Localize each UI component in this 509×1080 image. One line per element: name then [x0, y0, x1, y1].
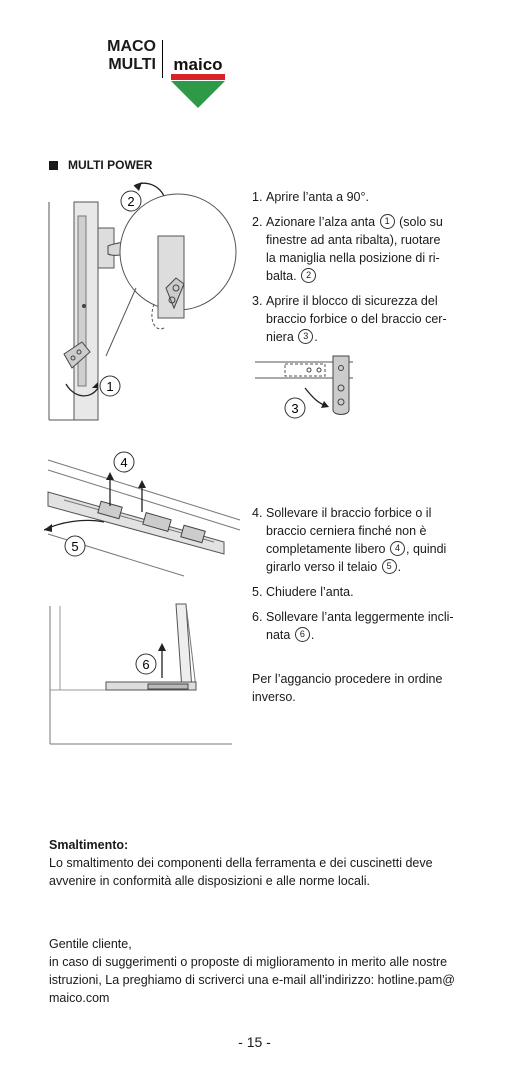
customer-section — [49, 935, 469, 1007]
figure-label-4: 4 — [120, 455, 128, 470]
disposal-section — [49, 836, 469, 890]
figure-handle-lift — [46, 176, 246, 421]
customer-text: in caso di suggerimenti o proposte di miglioramento in merito alle nostre istruzioni, La preghiamo di scriverci una e-mail all’indirizzo: hotline.pam@ maico.com — [49, 955, 455, 1005]
figure-scissor-arm — [44, 450, 244, 580]
brand-line-1: MACO — [107, 38, 156, 55]
step-6: 6. Sollevare l’anta leggermente incli-nata 6 . — [252, 610, 454, 642]
disposal-title: Smaltimento: — [49, 838, 129, 852]
ref-circle-6: 6 — [295, 627, 310, 642]
steps-list-a — [252, 188, 452, 353]
brand-separator — [162, 40, 163, 78]
ref-circle-3: 3 — [298, 329, 313, 344]
ref-circle-5: 5 — [382, 559, 397, 574]
step-4: 4. Sollevare il braccio forbice o il braccio cerniera finché non è completamente libero 4 , quindi girarlo verso il telaio 5 . — [252, 506, 447, 574]
figure-label-3: 3 — [291, 401, 299, 416]
customer-greeting: Gentile cliente, — [49, 937, 132, 951]
logo-text: maico — [173, 55, 223, 74]
section-title: MULTI POWER — [49, 158, 152, 172]
ref-circle-4: 4 — [390, 541, 405, 556]
figure-label-1: 1 — [106, 379, 114, 394]
figure-label-5: 5 — [71, 539, 79, 554]
disposal-text: Lo smaltimento dei componenti della ferramenta e dei cuscinetti deve avvenire in conformità alle disposizioni e alle norme locali. — [49, 856, 433, 888]
page-number: - 15 - — [238, 1034, 271, 1050]
figure-label-2: 2 — [127, 194, 135, 209]
brand-line-2: MULTI — [108, 56, 156, 73]
bullet-square-icon — [49, 161, 58, 170]
figure-label-6: 6 — [142, 657, 150, 672]
ref-circle-2: 2 — [301, 268, 316, 283]
brand-name — [100, 38, 156, 74]
figure-safety-lock — [253, 350, 363, 422]
step-2: 2. Azionare l’alza anta 1 (solo su finestre ad anta ribalta), ruotare la maniglia nella posizione di ri-balta. 2 — [252, 215, 443, 283]
reverse-note: Per l’aggancio procedere in ordine inverso. — [252, 672, 443, 704]
steps-list-b — [252, 504, 457, 651]
ref-circle-1: 1 — [380, 214, 395, 229]
step-5: 5. Chiudere l’anta. — [252, 585, 354, 599]
step-3: 3. Aprire il blocco di sicurezza del braccio forbice o del braccio cer-niera 3 . — [252, 294, 447, 344]
maico-logo — [171, 48, 225, 108]
figure-lift-sash — [46, 600, 236, 746]
step-1: 1. Aprire l’anta a 90°. — [252, 190, 369, 204]
